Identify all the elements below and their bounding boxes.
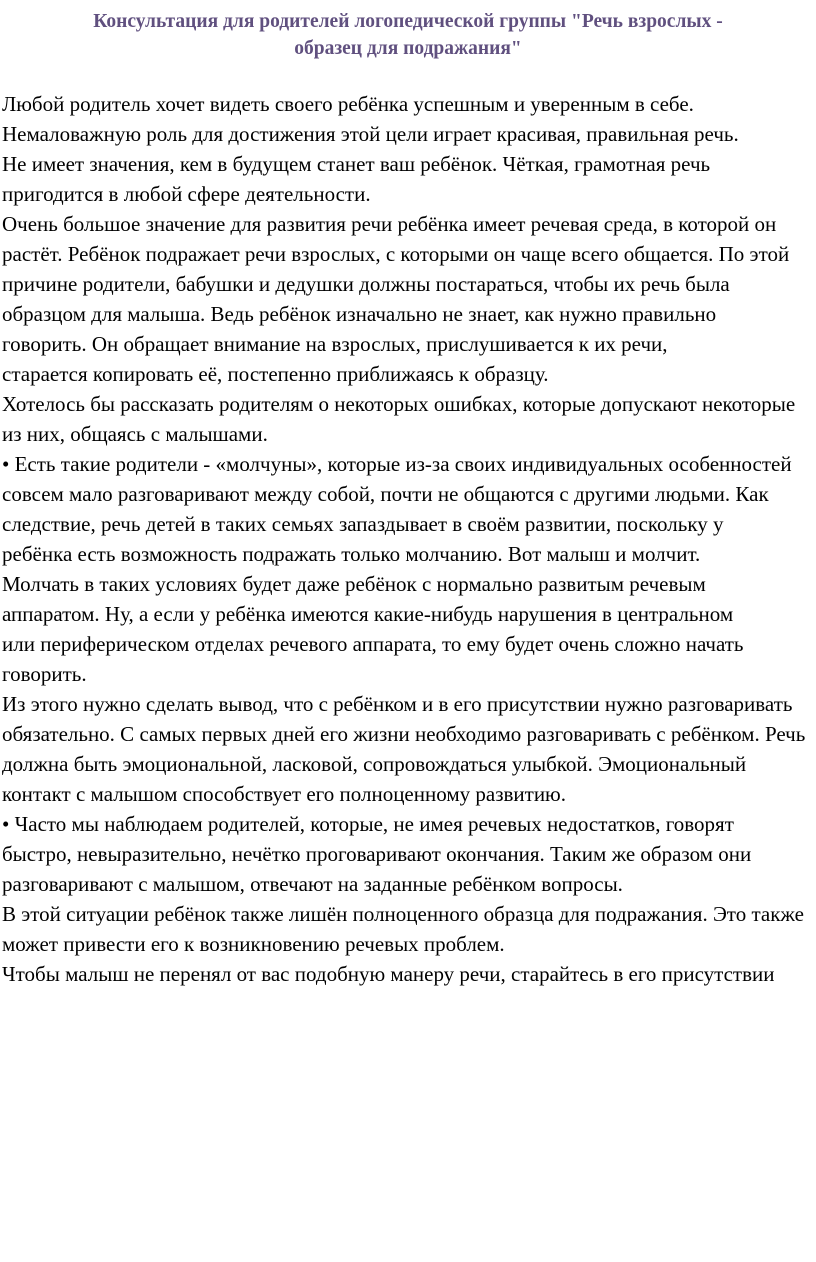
body-line: Очень большое значение для развития речи ребёнка имеет речевая среда, в которой он bbox=[2, 212, 777, 236]
body-line: аппаратом. Ну, а если у ребёнка имеются какие-нибудь нарушения в центральном bbox=[2, 602, 734, 626]
body-line: пригодится в любой сфере деятельности. bbox=[2, 182, 371, 206]
body-line: растёт. Ребёнок подражает речи взрослых, с которыми он чаще всего общается. По этой bbox=[2, 242, 790, 266]
body-line: говорить. Он обращает внимание на взрослых, прислушивается к их речи, bbox=[2, 332, 668, 356]
body-line: В этой ситуации ребёнок также лишён полноценного образца для подражания. Это также bbox=[2, 902, 804, 926]
title-body-spacer bbox=[0, 62, 816, 89]
body-line: обязательно. С самых первых дней его жизни необходимо разговаривать с ребёнком. Речь bbox=[2, 722, 806, 746]
body-line: из них, общаясь с малышами. bbox=[2, 422, 268, 446]
body-line: Любой родитель хочет видеть своего ребёнка успешным и уверенным в себе. bbox=[2, 92, 694, 116]
body-line: может привести его к возникновению речевых проблем. bbox=[2, 932, 505, 956]
body-line: Чтобы малыш не перенял от вас подобную манеру речи, старайтесь в его присутствии bbox=[2, 962, 775, 986]
body-line: Молчать в таких условиях будет даже ребёнок с нормально развитым речевым bbox=[2, 572, 706, 596]
body-line: разговаривают с малышом, отвечают на заданные ребёнком вопросы. bbox=[2, 872, 623, 896]
body-line: старается копировать её, постепенно приближаясь к образцу. bbox=[2, 362, 549, 386]
page-title-line-2: образец для подражания" bbox=[294, 38, 522, 59]
body-line: или периферическом отделах речевого аппарата, то ему будет очень сложно начать bbox=[2, 632, 744, 656]
document-body bbox=[0, 89, 816, 989]
body-line: контакт с малышом способствует его полноценному развитию. bbox=[2, 782, 566, 806]
body-line: следствие, речь детей в таких семьях запаздывает в своём развитии, поскольку у bbox=[2, 512, 724, 536]
body-line: должна быть эмоциональной, ласковой, сопровождаться улыбкой. Эмоциональный bbox=[2, 752, 747, 776]
body-line: говорить. bbox=[2, 662, 87, 686]
page-title-line-1: Консультация для родителей логопедической группы "Речь взрослых - bbox=[93, 11, 723, 32]
body-line: образцом для малыша. Ведь ребёнок изначально не знает, как нужно правильно bbox=[2, 302, 717, 326]
body-line: • Часто мы наблюдаем родителей, которые, не имея речевых недостатков, говорят bbox=[2, 812, 734, 836]
body-line: Хотелось бы рассказать родителям о некоторых ошибках, которые допускают некоторые bbox=[2, 392, 796, 416]
page-title bbox=[0, 0, 816, 62]
body-line: причине родители, бабушки и дедушки должны постараться, чтобы их речь была bbox=[2, 272, 730, 296]
body-line: ребёнка есть возможность подражать только молчанию. Вот малыш и молчит. bbox=[2, 542, 701, 566]
body-line: • Есть такие родители - «молчуны», которые из-за своих индивидуальных особенностей bbox=[2, 452, 792, 476]
body-line: Из этого нужно сделать вывод, что с ребёнком и в его присутствии нужно разговаривать bbox=[2, 692, 793, 716]
body-line: Немаловажную роль для достижения этой цели играет красивая, правильная речь. bbox=[2, 122, 739, 146]
body-line: быстро, невыразительно, нечётко проговаривают окончания. Таким же образом они bbox=[2, 842, 752, 866]
body-line: Не имеет значения, кем в будущем станет ваш ребёнок. Чёткая, грамотная речь bbox=[2, 152, 711, 176]
body-line: совсем мало разговаривают между собой, почти не общаются с другими людьми. Как bbox=[2, 482, 769, 506]
